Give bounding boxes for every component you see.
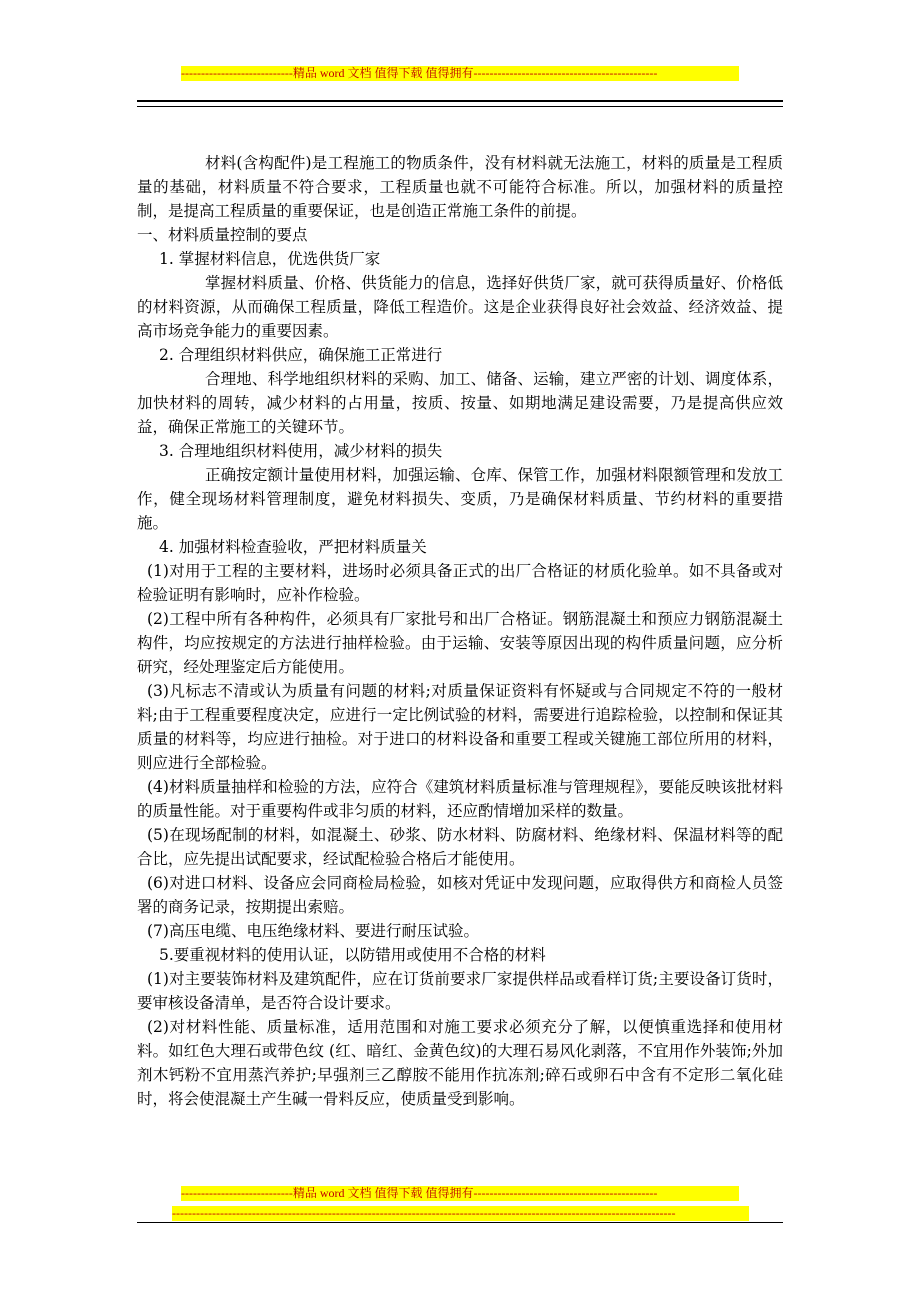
point-5-item-1: (1)对主要装饰材料及建筑配件，应在订货前要求厂家提供样品或看样订货;主要设备订货时，要审核设备清单，是否符合设计要求。 bbox=[137, 970, 783, 1012]
document-body bbox=[137, 151, 783, 1111]
point-1-body: 掌握材料质量、价格、供货能力的信息，选择好供货厂家，就可获得质量好、价格低的材料资源，从而确保工程质量，降低工程造价。这是企业获得良好社会效益、经济效益、提高市场竞争能力的重要因素。 bbox=[137, 274, 783, 340]
footer-banner: ----------------------------精品 word 文档 值得下载 值得拥有---------------------------------------------- bbox=[181, 1186, 739, 1201]
point-4-item-7: (7)高压电缆、电压绝缘材料、要进行耐压试验。 bbox=[147, 922, 479, 940]
point-4-item-1: (1)对用于工程的主要材料，进场时必须具备正式的出厂合格证的材质化验单。如不具备或对检验证明有影响时，应补作检验。 bbox=[137, 562, 783, 604]
intro-paragraph: 材料(含构配件)是工程施工的物质条件，没有材料就无法施工，材料的质量是工程质量的基础，材料质量不符合要求，工程质量也就不可能符合标准。所以，加强材料的质量控制，是提高工程质量的重要保证，也是创造正常施工条件的前提。 bbox=[137, 154, 783, 220]
point-3-body: 正确按定额计量使用材料，加强运输、仓库、保管工作，加强材料限额管理和发放工作，健全现场材料管理制度，避免材料损失、变质，乃是确保材料质量、节约材料的重要措施。 bbox=[137, 466, 783, 532]
header-rule-thick bbox=[137, 100, 783, 102]
point-5-item-2: (2)对材料性能、质量标准，适用范围和对施工要求必须充分了解，以便慎重选择和使用材料。如红色大理石或带色纹 (红、暗红、金黄色纹)的大理石易风化剥落，不宜用作外装饰;外加剂木钙粉不宜用蒸汽养护;早强剂三乙醇胺不能用作抗冻剂;碎石或卵石中含有不定形二氧化硅时，将会使混凝土产生碱一骨料反应，使质量受到影响。 bbox=[137, 1018, 783, 1108]
point-3-heading: 3. 合理地组织材料使用，减少材料的损失 bbox=[159, 442, 443, 460]
point-4-item-2: (2)工程中所有各种构件，必须具有厂家批号和出厂合格证。钢筋混凝土和预应力钢筋混凝土构件，均应按规定的方法进行抽样检验。由于运输、安装等原因出现的构件质量问题，应分析研究，经处理鉴定后方能使用。 bbox=[137, 610, 783, 676]
point-4-item-5: (5)在现场配制的材料，如混凝土、砂浆、防水材料、防腐材料、绝缘材料、保温材料等的配合比，应先提出试配要求，经试配检验合格后才能使用。 bbox=[137, 826, 783, 868]
point-4-item-3: (3)凡标志不清或认为质量有问题的材料;对质量保证资料有怀疑或与合同规定不符的一般材料;由于工程重要程度决定，应进行一定比例试验的材料，需要进行追踪检验，以控制和保证其质量的材料等，均应进行抽检。对于进口的材料设备和重要工程或关键施工部位所用的材料，则应进行全部检验。 bbox=[137, 682, 783, 772]
header-banner: ----------------------------精品 word 文档 值得下载 值得拥有---------------------------------------------- bbox=[181, 66, 739, 81]
footer-banner-dashes: ------------------------------------------------------------------------------------------------------------------------------ bbox=[172, 1206, 749, 1221]
point-4-heading: 4. 加强材料检查验收，严把材料质量关 bbox=[159, 538, 427, 556]
point-4-item-4: (4)材料质量抽样和检验的方法，应符合《建筑材料质量标准与管理规程》，要能反映该批材料的质量性能。对于重要构件或非匀质的材料，还应酌情增加采样的数量。 bbox=[137, 778, 783, 820]
point-2-body: 合理地、科学地组织材料的采购、加工、储备、运输，建立严密的计划、调度体系，加快材料的周转，减少材料的占用量，按质、按量、如期地满足建设需要，乃是提高供应效益，确保正常施工的关键环节。 bbox=[137, 370, 783, 436]
section-heading: 一、材料质量控制的要点 bbox=[137, 226, 308, 244]
point-4-item-6: (6)对进口材料、设备应会同商检局检验，如核对凭证中发现问题，应取得供方和商检人员签署的商务记录，按期提出索赔。 bbox=[137, 874, 783, 916]
footer-rule bbox=[137, 1222, 783, 1223]
header-rule-thin bbox=[137, 106, 783, 107]
point-5-heading: 5.要重视材料的使用认证，以防错用或使用不合格的材料 bbox=[159, 946, 546, 964]
point-2-heading: 2. 合理组织材料供应，确保施工正常进行 bbox=[159, 346, 443, 364]
point-1-heading: 1. 掌握材料信息，优选供货厂家 bbox=[159, 250, 381, 268]
